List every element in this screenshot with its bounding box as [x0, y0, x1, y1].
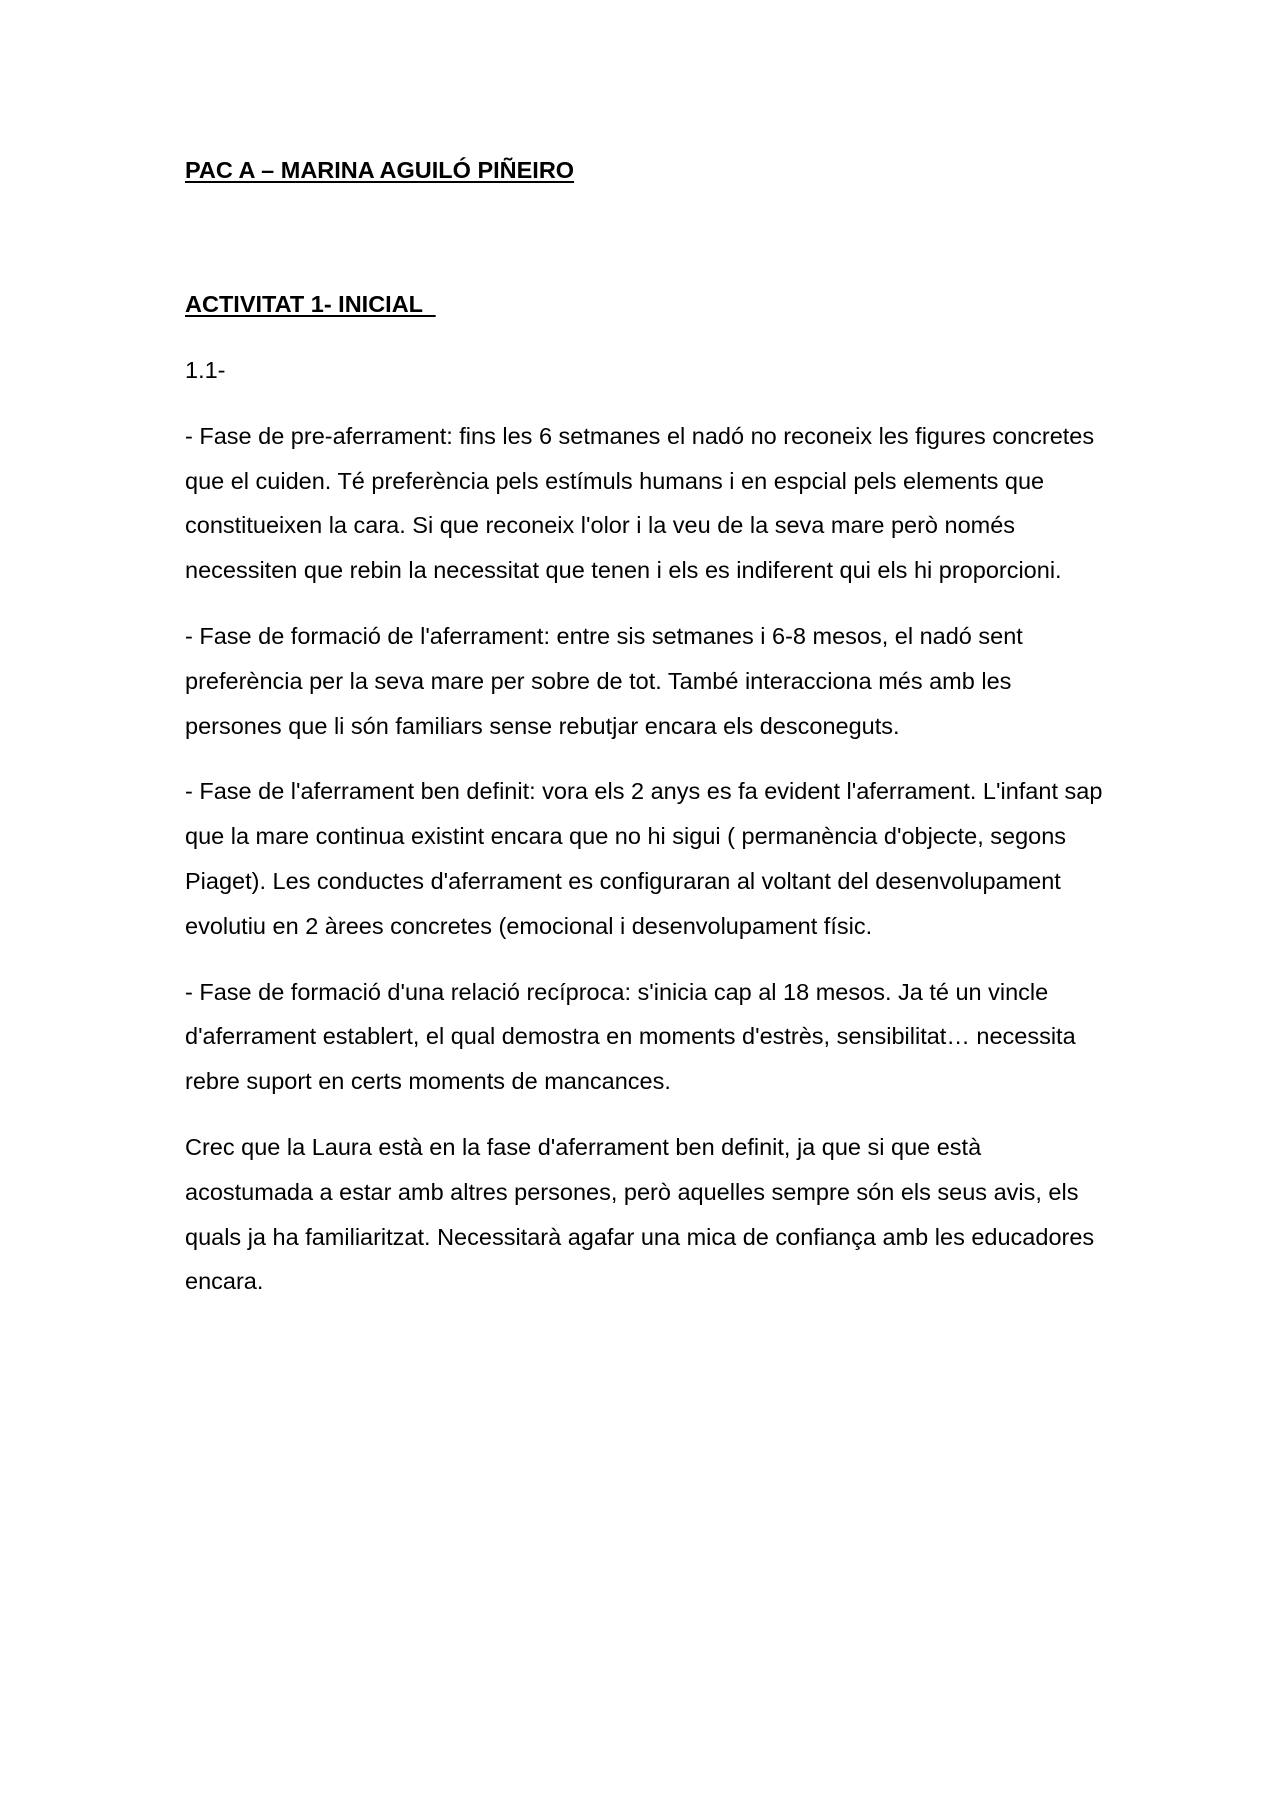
- paragraph-reciprocal-relation: - Fase de formació d'una relació recíproca: s'inicia cap al 18 mesos. Ja té un vincle d'aferrament establert, el qual demostra en moments d'estrès, sensibilitat… necessita rebre suport en certs moments de mancances.: [185, 978, 1076, 1095]
- paragraph-pre-attachment: - Fase de pre-aferrament: fins les 6 setmanes el nadó no reconeix les figures concretes que el cuiden. Té preferència pels estímuls humans i en espcial pels elements que constitueixen la cara. Si que reconeix l'olor i la veu de la seva mare però només necessiten que rebin la necessitat que tenen i els es indiferent qui els hi proporcioni.: [185, 422, 1095, 584]
- paragraph-defined-attachment: - Fase de l'aferrament ben definit: vora els 2 anys es fa evident l'aferrament. L'infant sap que la mare continua existint encara que no hi sigui ( permanència d'objecte, segons Piaget). Les conductes d'aferrament es configuraran al voltant del desenvolupament evolutiu en 2 àrees concretes (emocional i desenvolupament físic.: [185, 778, 1103, 939]
- paragraph-attachment-formation: - Fase de formació de l'aferrament: entre sis setmanes i 6-8 mesos, el nadó sent preferència per la seva mare per sobre de tot. També interacciona més amb les persones que li són familiars sense rebutjar encara els desconeguts.: [185, 622, 1023, 739]
- section-heading: ACTIVITAT 1- INICIAL: [185, 291, 436, 317]
- document-page: [185, 148, 1105, 1295]
- document-body: [185, 348, 1105, 1325]
- document-title: PAC A – MARINA AGUILÓ PIÑEIRO: [185, 157, 575, 183]
- paragraph-conclusion: Crec que la Laura està en la fase d'aferrament ben definit, ja que si que està acostumada a estar amb altres persones, però aquelles sempre són els seus avis, els quals ja ha familiaritzat. Necessitarà agafar una mica de confiança amb les educadores encara.: [185, 1133, 1095, 1295]
- subsection-number: 1.1-: [185, 357, 226, 383]
